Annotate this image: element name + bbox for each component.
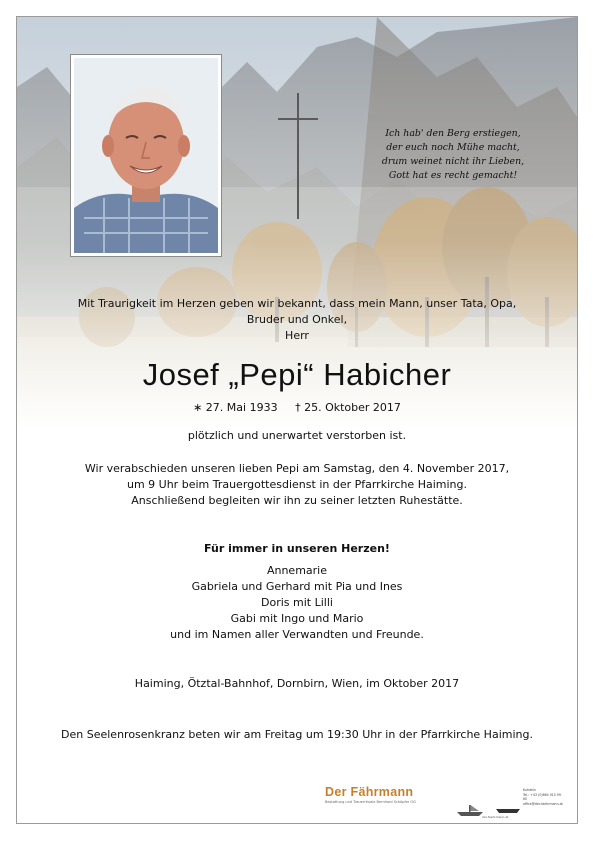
boat-icon — [455, 803, 485, 817]
life-dates — [17, 401, 577, 414]
family-section — [17, 541, 577, 643]
intro-line: Bruder und Onkel, — [246, 313, 348, 326]
contact-line: Tel.: +43 (0)664 915 99 60 — [523, 792, 561, 801]
intro-line: Herr — [285, 329, 309, 342]
birth-date: ∗ 27. Mai 1933 — [193, 401, 278, 414]
ferry-icon — [495, 806, 521, 814]
ceremony-line: um 9 Uhr beim Trauergottesdienst in der Pfarrkirche Haiming. — [126, 478, 467, 491]
logo-title: Der Fährmann — [325, 785, 414, 799]
ceremony-text — [17, 461, 577, 509]
family-heading: Für immer in unseren Herzen! — [204, 542, 390, 555]
family-member: und im Namen aller Verwandten und Freunde. — [170, 628, 424, 641]
family-member: Gabriela und Gerhard mit Pia und Ines — [191, 580, 403, 593]
contact-info — [523, 788, 563, 806]
poem-line: der euch noch Mühe macht, — [386, 142, 520, 153]
ceremony-line: Anschließend begleiten wir ihn zu seiner letzten Ruhestätte. — [131, 494, 463, 507]
rosary-note: Den Seelenrosenkranz beten wir am Freitag um 19:30 Uhr in der Pfarrkirche Haiming. — [61, 728, 533, 741]
website-text[interactable]: der-faehrmann.at — [482, 815, 509, 819]
obituary-card — [16, 16, 578, 824]
ceremony-line: Wir verabschieden unseren lieben Pepi am Samstag, den 4. November 2017, — [84, 462, 510, 475]
status-text: plötzlich und unerwartet verstorben ist. — [187, 429, 407, 442]
deceased-name: Josef „Pepi“ Habicher — [142, 357, 452, 392]
cross-icon — [297, 93, 299, 219]
intro-line: Mit Traurigkeit im Herzen geben wir bekannt, dass mein Mann, unser Tata, Opa, — [77, 297, 517, 310]
family-member: Annemarie — [266, 564, 328, 577]
poem-line: Ich hab' den Berg erstiegen, — [385, 128, 521, 139]
logo-subtitle: Bestattung und Trauerrituale Bernhard Schöpfer OG — [325, 800, 416, 804]
death-date: † 25. Oktober 2017 — [295, 401, 401, 414]
place-date: Haiming, Ötztal-Bahnhof, Dornbirn, Wien, im Oktober 2017 — [134, 677, 460, 690]
poem-line: drum weinet nicht ihr Lieben, — [381, 156, 525, 167]
family-member: Gabi mit Ingo und Mario — [230, 612, 364, 625]
poem — [355, 127, 551, 183]
poem-line: Gott hat es recht gemacht! — [388, 170, 518, 181]
contact-line: Kufstein — [523, 788, 536, 792]
family-member: Doris mit Lilli — [261, 596, 333, 609]
funeral-home-logo — [325, 785, 416, 804]
intro-text — [17, 296, 577, 344]
contact-line: office@der-faehrmann.at — [523, 801, 563, 806]
cross-icon-bar — [278, 118, 318, 120]
portrait-photo — [70, 54, 222, 257]
